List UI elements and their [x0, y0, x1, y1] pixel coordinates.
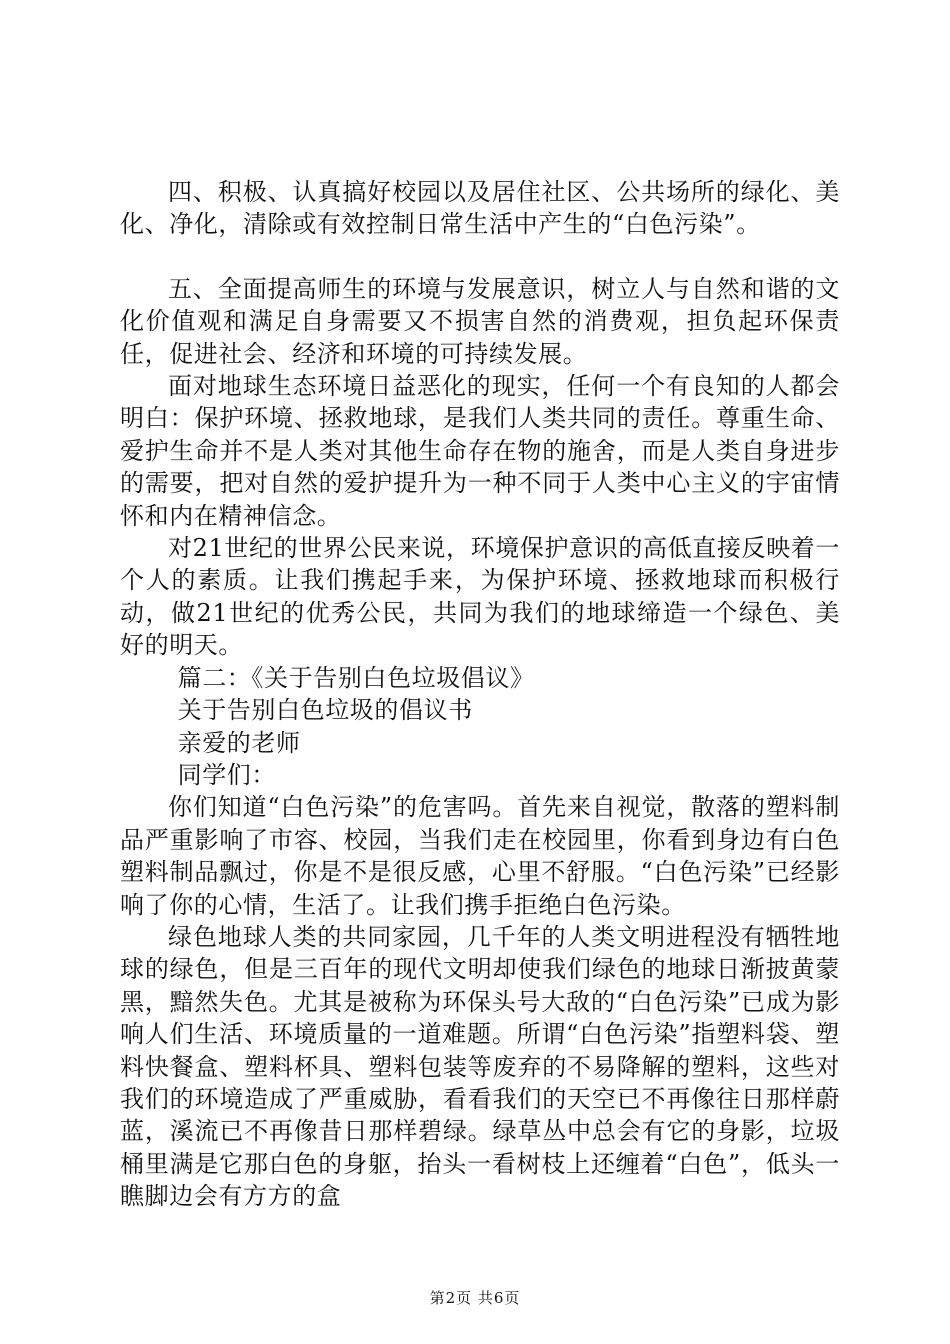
section-title: 篇二：《关于告别白色垃圾倡议》 — [177, 663, 535, 692]
paragraph-21st-century: 对21世纪的世界公民来说，环境保护意识的高低直接反映着一个人的素质。让我们携起手来，为保护环境、拯救地球而积极行动，做21世纪的优秀公民，共同为我们的地球缔造一个绿色、美好的明天。 — [120, 534, 840, 660]
salutation-teachers: 亲爱的老师 — [177, 728, 301, 757]
document-body — [120, 176, 840, 1213]
paragraph-item-4: 四、积极、认真搞好校园以及居住社区、公共场所的绿化、美化、净化，清除或有效控制日常生活中产生的“白色污染”。 — [120, 178, 840, 239]
paragraph-responsibility: 面对地球生态环境日益恶化的现实，任何一个有良知的人都会明白：保护环境、拯救地球，是我们人类共同的责任。尊重生命、爱护生命并不是人类对其他生命存在物的施舍，而是人类自身进步的需要，把对自然的爱护提升为一种不同于人类中心主义的宇宙情怀和内在精神信念。 — [120, 372, 840, 530]
page-number: 第2页 共6页 — [429, 1289, 521, 1307]
letter-title: 关于告别白色垃圾的倡议书 — [177, 696, 473, 725]
salutation-students: 同学们： — [177, 760, 276, 789]
paragraph-green-earth: 绿色地球人类的共同家园，几千年的人类文明进程没有牺牲地球的绿色，但是三百年的现代文明却使我们绿色的地球日渐披黄蒙黑，黯然失色。尤其是被称为环保头号大敌的“白色污染”已成为影响人们生活、环境质量的一道难题。所谓“白色污染”指塑料袋、塑料快餐盒、塑料杯具、塑料包装等废弃的不易降解的塑料，这些对我们的环境造成了严重威胁，看看我们的天空已不再像往日那样蔚蓝，溪流已不再像昔日那样碧绿。绿草丛中总会有它的身影，垃圾桶里满是它那白色的身躯，抬头一看树枝上还缠着“白色”，低头一瞧脚边会有方方的盒 — [120, 922, 840, 1211]
paragraph-item-5: 五、全面提高师生的环境与发展意识，树立人与自然和谐的文化价值观和满足自身需要又不损害自然的消费观，担负起环保责任，促进社会、经济和环境的可持续发展。 — [120, 274, 840, 368]
paragraph-white-pollution-harm: 你们知道“白色污染”的危害吗。首先来自视觉，散落的塑料制品严重影响了市容、校园，当我们走在校园里，你看到身边有白色塑料制品飘过，你是不是很反感，心里不舒服。“白色污染”已经影响了你的心情，生活了。让我们携手拒绝白色污染。 — [120, 793, 840, 919]
